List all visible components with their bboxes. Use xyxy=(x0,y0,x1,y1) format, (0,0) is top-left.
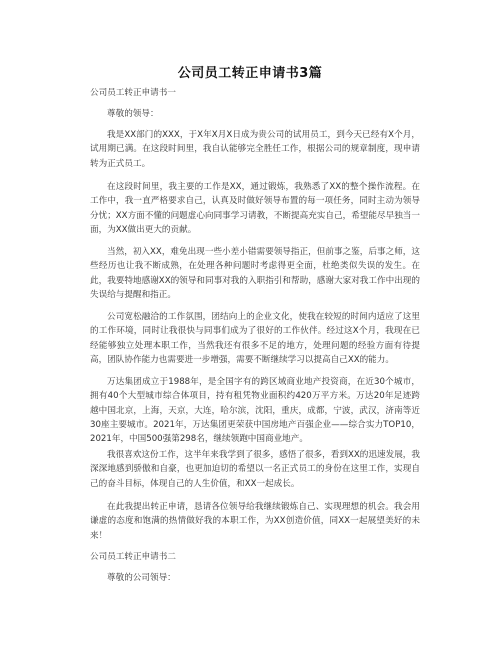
body-paragraph: 当然，初入XX，难免出现一些小差小错需要领导指正，但前事之鉴，后事之师，这些经历也让我不断成熟，在处理各种问题时考虑得更全面，杜绝类似失误的发生。在此，我要特地感谢XX的领导和同事对我的入职指引和帮助，感谢大家对我工作中出现的失误给与提醒和指正。 xyxy=(90,247,420,300)
document-title: 公司员工转正申请书3篇 xyxy=(177,66,323,81)
section-heading: 公司员工转正申请书一 xyxy=(90,88,176,98)
body-paragraph: 万达集团成立于1988年，是全国字有的跨区域商业地产投资商，在近30个城市，拥有40个大型城市综合体项目，持有租凭物业面积约420万平方米。万达20年足迹跨越中国北京，上海，天京，大连，哈尔滨，沈阳，重庆，成都，宁波，武汉，济南等近30座主要城市。2021年，万达集团更荣获中国房地产百强企业——综合实力TOP10，2021年，中国500强第298名，继续领跑中国商业地产。 xyxy=(90,377,420,445)
section-heading: 公司员工转正申请书二 xyxy=(90,552,176,562)
body-paragraph: 公司宽松融洽的工作氛围，团结向上的企业文化，使我在较短的时间内适应了这里的工作环境，同时让我很快与同事们成为了很好的工作伙伴。经过这X个月，我现在已经能够独立处理本职工作，当然我还有很多不足的地方，处理问题的经验方面有待提高，团队协作能力也需要进一步增强，需要不断继续学习以提高自己XX的能力。 xyxy=(90,312,420,365)
body-paragraph: 我是XX部门的XXX，于X年X月X日成为贵公司的试用员工，到今天已经有X个月，试用期已满。在这段时间里，我自认能够完全胜任工作，根据公司的规章制度，现申请转为正式员工。 xyxy=(90,130,420,169)
salutation: 尊敬的领导： xyxy=(107,109,159,119)
body-paragraph: 在此我提出转正申请，恳请各位领导给我继续锻炼自己、实现理想的机会。我会用谦虚的态度和饱满的热情做好我的本职工作，为XX创造价值，同XX一起展望美好的未来！ xyxy=(90,502,420,541)
body-paragraph: 在这段时间里，我主要的工作是XX，通过锻炼，我熟悉了XX的整个操作流程。在工作中，我一直严格要求自己，认真及时做好领导布置的每一项任务，同时主动为领导分忧；XX方面不懂的问题虚心向同事学习请教，不断提高充实自己，希望能尽早独当一面，为XX做出更大的贡献。 xyxy=(90,182,420,235)
body-paragraph: 我很喜欢这份工作，这半年来我学到了很多，感悟了很多，看到XX的迅速发展，我深深地感到骄傲和自豪，也更加迫切的希望以一名正式员工的身份在这里工作，实现自己的奋斗目标，体现自己的人生价值，和XX一起成长。 xyxy=(90,450,420,489)
salutation: 尊敬的公司领导： xyxy=(107,573,176,583)
